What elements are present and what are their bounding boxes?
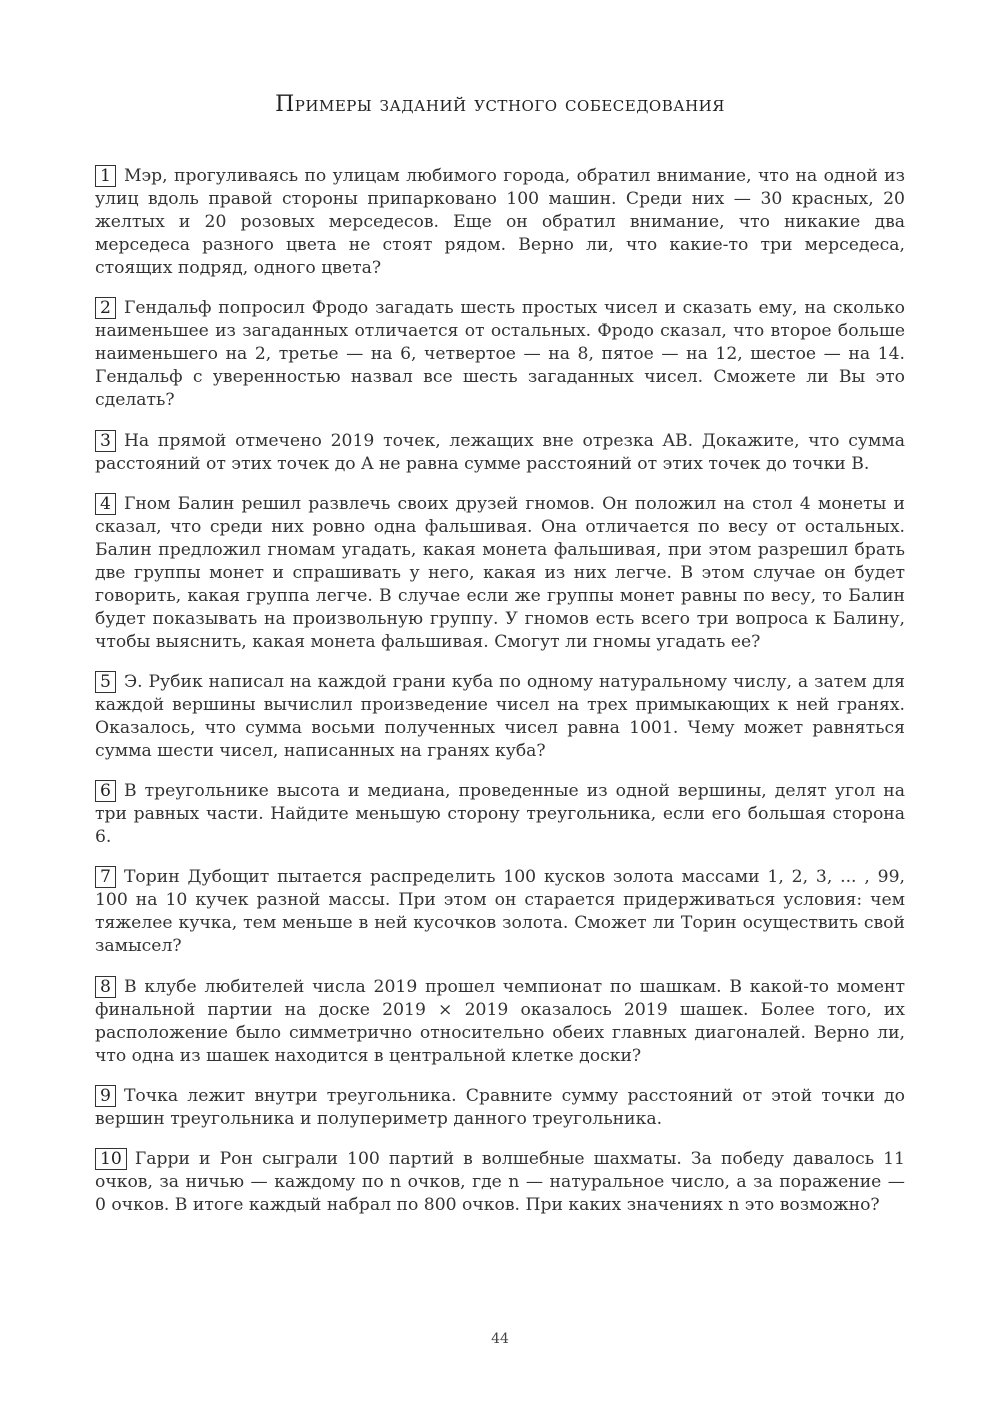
problem-text: Гном Балин решил развлечь своих друзей гномов. Он положил на стол 4 монеты и сказал, что среди них ровно одна фальшивая. Она отличается по весу от остальных. Балин предложил гномам угадать, какая монета фальшивая, при этом разрешил брать две группы монет и спрашивать у него, какая из них легче. В этом случае он будет говорить, какая группа легче. В случае если же группы монет равны по весу, то Балин будет показывать на произвольную группу. У гномов есть всего три вопроса к Балину, чтобы выяснить, какая монета фальшивая. Смогут ли гномы угадать ее?: [95, 493, 905, 652]
problem-number: 2: [95, 297, 116, 319]
problem-text: На прямой отмечено 2019 точек, лежащих вне отрезка AB. Докажите, что сумма расстояний от этих точек до A не равна сумме расстояний от этих точек до точки B.: [95, 430, 905, 474]
problem-text: Мэр, прогуливаясь по улицам любимого города, обратил внимание, что на одной из улиц вдоль правой стороны припарковано 100 машин. Среди них — 30 красных, 20 желтых и 20 розовых мерседесов. Еще он обратил внимание, что никакие два мерседеса разного цвета не стоят рядом. Верно ли, что какие-то три мерседеса, стоящих подряд, одного цвета?: [95, 166, 905, 279]
page-number: 44: [491, 1331, 509, 1347]
problem-number: 5: [95, 671, 116, 693]
problem-item: [95, 297, 905, 412]
problem-text: Торин Дубощит пытается распределить 100 кусков золота массами 1, 2, 3, ... , 99, 100 на 10 кучек разной массы. При этом он старается придерживаться условия: чем тяжелее кучка, тем меньше в ней кусочков золота. Сможет ли Торин осуществить свой замысел?: [95, 867, 905, 957]
problem-item: [95, 1148, 905, 1217]
problem-text: Э. Рубик написал на каждой грани куба по одному натуральному числу, а затем для каждой вершины вычислил произведение чисел на трех примыкающих к ней гранях. Оказалось, что сумма восьми полученных чисел равна 1001. Чему может равняться сумма шести чисел, написанных на гранях куба?: [95, 671, 905, 761]
problem-text: В треугольнике высота и медиана, проведенные из одной вершины, делят угол на три равных части. Найдите меньшую сторону треугольника, если его большая сторона 6.: [95, 781, 905, 848]
problem-number: 1: [95, 165, 116, 187]
problem-number: 4: [95, 493, 116, 515]
problem-number: 9: [95, 1085, 116, 1107]
problem-number: 6: [95, 780, 116, 802]
problem-text: В клубе любителей числа 2019 прошел чемпионат по шашкам. В какой-то момент финальной партии на доске 2019 × 2019 оказалось 2019 шашек. Более того, их расположение было симметрично относительно обеих главных диагоналей. Верно ли, что одна из шашек находится в центральной клетке доски?: [95, 976, 905, 1066]
problem-list: [95, 148, 905, 1230]
problem-text: Гендальф попросил Фродо загадать шесть простых чисел и сказать ему, на сколько наименьшее из загаданных отличается от остальных. Фродо сказал, что второе больше наименьшего на 2, третье — на 6, четвертое — на 8, пятое — на 12, шестое — на 14. Гендальф с уверенностью назвал все шесть загаданных чисел. Сможете ли Вы это сделать?: [95, 298, 905, 411]
page-title: Примеры заданий устного собеседования: [275, 92, 725, 117]
problem-item: [95, 1085, 905, 1131]
problem-item: [95, 976, 905, 1068]
problem-text: Точка лежит внутри треугольника. Сравните сумму расстояний от этой точки до вершин треугольника и полупериметр данного треугольника.: [95, 1085, 905, 1129]
problem-text: Гарри и Рон сыграли 100 партий в волшебные шахматы. За победу давалось 11 очков, за ничью — каждому по n очков, где n — натуральное число, а за поражение — 0 очков. В итоге каждый набрал по 800 очков. При каких значениях n это возможно?: [95, 1148, 905, 1215]
problem-number: 7: [95, 866, 116, 888]
problem-item: [95, 866, 905, 958]
problem-number: 3: [95, 430, 116, 452]
problem-item: [95, 780, 905, 849]
problem-item: [95, 671, 905, 763]
problem-number: 8: [95, 976, 116, 998]
problem-number: 10: [95, 1148, 127, 1170]
problem-item: [95, 165, 905, 280]
problem-item: [95, 430, 905, 476]
problem-item: [95, 493, 905, 654]
